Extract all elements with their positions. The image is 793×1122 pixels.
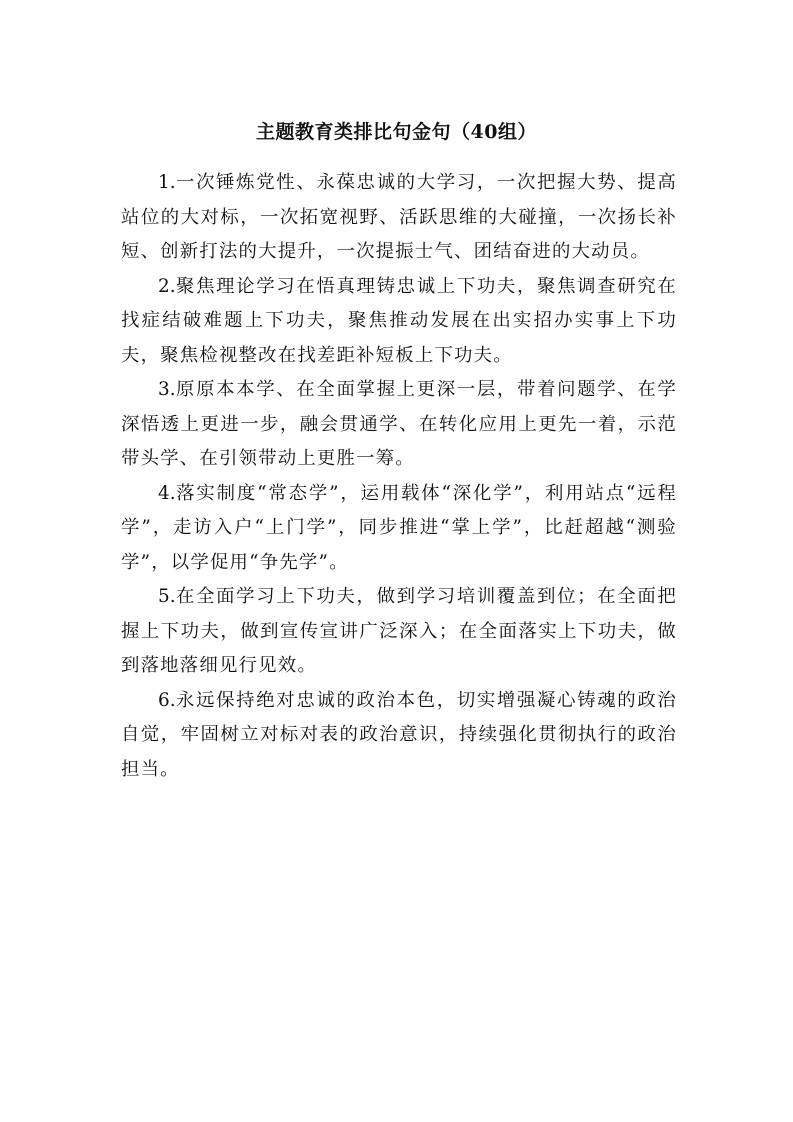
paragraph-1	[121, 166, 677, 270]
paragraph-text: 落实制度“常态学”，运用载体“深化学”，利用站点“远程学”，走访入户“上门学”，同步推进“掌上学”，比赶超越“测验学”，以学促用“争先学”。	[121, 482, 677, 573]
paragraph-text: 永远保持绝对忠诚的政治本色，切实增强凝心铸魂的政治自觉，牢固树立对标对表的政治意识，持续强化贯彻执行的政治担当。	[121, 689, 677, 780]
paragraph-number: 4.	[158, 482, 176, 504]
paragraph-text: 聚焦理论学习在悟真理铸忠诚上下功夫，聚焦调查研究在找症结破难题上下功夫，聚焦推动发展在出实招办实事上下功夫，聚焦检视整改在找差距补短板上下功夫。	[121, 275, 677, 366]
paragraph-5	[121, 580, 677, 684]
paragraph-3	[121, 373, 677, 477]
paragraph-number: 1.	[158, 172, 176, 193]
document-title: 主题教育类排比句金句（40组）	[256, 121, 537, 143]
paragraph-number: 5.	[158, 586, 176, 607]
paragraph-6	[121, 684, 677, 788]
document-body	[121, 166, 677, 787]
paragraph-number: 3.	[158, 379, 176, 400]
paragraph-number: 6.	[158, 689, 176, 711]
paragraph-text: 一次锤炼党性、永葆忠诚的大学习，一次把握大势、提高站位的大对标，一次拓宽视野、活跃思维的大碰撞，一次扬长补短、创新打法的大提升，一次提振士气、团结奋进的大动员。	[121, 172, 677, 262]
paragraph-2	[121, 270, 677, 374]
paragraph-4	[121, 477, 677, 581]
paragraph-number: 2.	[158, 275, 176, 297]
paragraph-text: 在全面学习上下功夫，做到学习培训覆盖到位；在全面把握上下功夫，做到宣传宣讲广泛深入；在全面落实上下功夫，做到落地落细见行见效。	[121, 586, 677, 676]
paragraph-text: 原原本本学、在全面掌握上更深一层，带着问题学、在学深悟透上更进一步，融会贯通学、在转化应用上更先一着，示范带头学、在引领带动上更胜一筹。	[121, 379, 677, 469]
